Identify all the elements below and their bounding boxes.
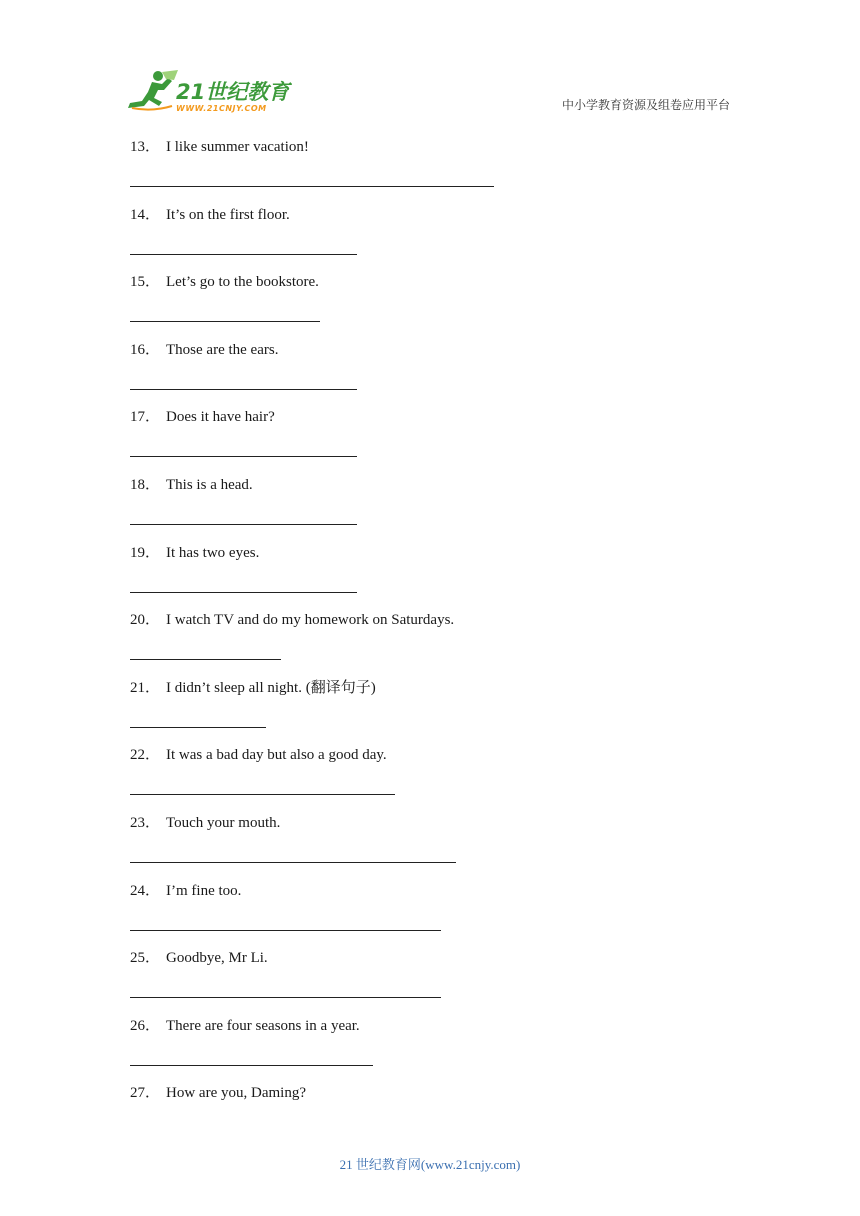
question-number: 27．: [130, 1085, 161, 1102]
question-item: [130, 341, 730, 409]
question-item: [130, 746, 730, 814]
question-item: [130, 138, 730, 206]
question-sentence: I watch TV and do my homework on Saturdays.: [166, 612, 455, 629]
question-sentence: I’m fine too.: [166, 882, 242, 899]
question-sentence: Goodbye, Mr Li.: [166, 950, 268, 967]
question-number: 18．: [130, 476, 161, 493]
question-text: [130, 476, 253, 494]
question-text: [130, 408, 275, 426]
site-logo: [122, 68, 292, 116]
question-text: [130, 138, 309, 156]
question-item: [130, 814, 730, 882]
answer-blank[interactable]: [130, 254, 357, 255]
question-text: [130, 611, 454, 629]
question-text: [130, 679, 376, 697]
answer-blank[interactable]: [130, 321, 320, 322]
question-text: [130, 882, 241, 900]
question-text: [130, 814, 280, 832]
question-number: 20．: [130, 612, 161, 629]
answer-blank[interactable]: [130, 389, 357, 390]
question-number: 26．: [130, 1017, 161, 1034]
question-item: [130, 408, 730, 476]
question-sentence: Does it have hair?: [166, 409, 275, 426]
question-text: [130, 544, 259, 562]
question-item: [130, 544, 730, 612]
answer-blank[interactable]: [130, 862, 456, 863]
question-list: [130, 138, 730, 1152]
question-number: 24．: [130, 882, 161, 899]
header-slogan: 中小学教育资源及组卷应用平台: [561, 98, 730, 112]
question-text: [130, 1084, 306, 1102]
question-item: [130, 882, 730, 950]
answer-blank[interactable]: [130, 186, 494, 187]
runner-logo-icon: [122, 68, 292, 116]
question-number: 22．: [130, 747, 161, 764]
question-item: [130, 1084, 730, 1152]
question-text: [130, 746, 387, 764]
question-sentence: Let’s go to the bookstore.: [166, 274, 319, 291]
page-header: [0, 0, 860, 125]
answer-blank[interactable]: [130, 794, 395, 795]
answer-blank[interactable]: [130, 456, 357, 457]
question-sentence: It was a bad day but also a good day.: [166, 747, 387, 764]
question-item: [130, 1017, 730, 1085]
question-number: 17．: [130, 409, 161, 426]
question-sentence: There are four seasons in a year.: [166, 1017, 360, 1034]
question-sentence: This is a head.: [166, 476, 253, 493]
question-number: 19．: [130, 544, 161, 561]
question-sentence: I didn’t sleep all night. (翻译句子): [166, 679, 376, 696]
question-item: [130, 206, 730, 274]
question-number: 21．: [130, 679, 161, 696]
answer-blank[interactable]: [130, 727, 266, 728]
question-number: 15．: [130, 274, 161, 291]
answer-blank[interactable]: [130, 592, 357, 593]
question-text: [130, 341, 278, 359]
question-sentence: How are you, Daming?: [166, 1085, 306, 1102]
question-sentence: Those are the ears.: [166, 341, 279, 358]
answer-blank[interactable]: [130, 659, 281, 660]
logo-url: WWW.21CNJY.COM: [176, 104, 267, 113]
question-item: [130, 679, 730, 747]
answer-blank[interactable]: [130, 1065, 373, 1066]
answer-blank[interactable]: [130, 997, 441, 998]
question-text: [130, 206, 290, 224]
question-text: [130, 949, 268, 967]
question-sentence: I like summer vacation!: [166, 139, 309, 155]
question-number: 16．: [130, 341, 161, 358]
answer-blank[interactable]: [130, 930, 441, 931]
question-number: 23．: [130, 814, 161, 831]
question-sentence: Touch your mouth.: [166, 814, 281, 831]
question-text: [130, 273, 319, 291]
question-number: 25．: [130, 950, 161, 967]
question-text: [130, 1017, 360, 1035]
logo-wordmark: 21世纪教育: [176, 80, 290, 104]
page-footer: 21 世纪教育网(www.21cnjy.com): [339, 1157, 521, 1172]
question-item: [130, 611, 730, 679]
question-item: [130, 273, 730, 341]
answer-blank[interactable]: [130, 524, 357, 525]
question-sentence: It has two eyes.: [166, 544, 260, 561]
question-number: 14．: [130, 206, 161, 223]
question-item: [130, 949, 730, 1017]
question-item: [130, 476, 730, 544]
question-number: 13．: [130, 139, 161, 155]
question-sentence: It’s on the first floor.: [166, 206, 290, 223]
